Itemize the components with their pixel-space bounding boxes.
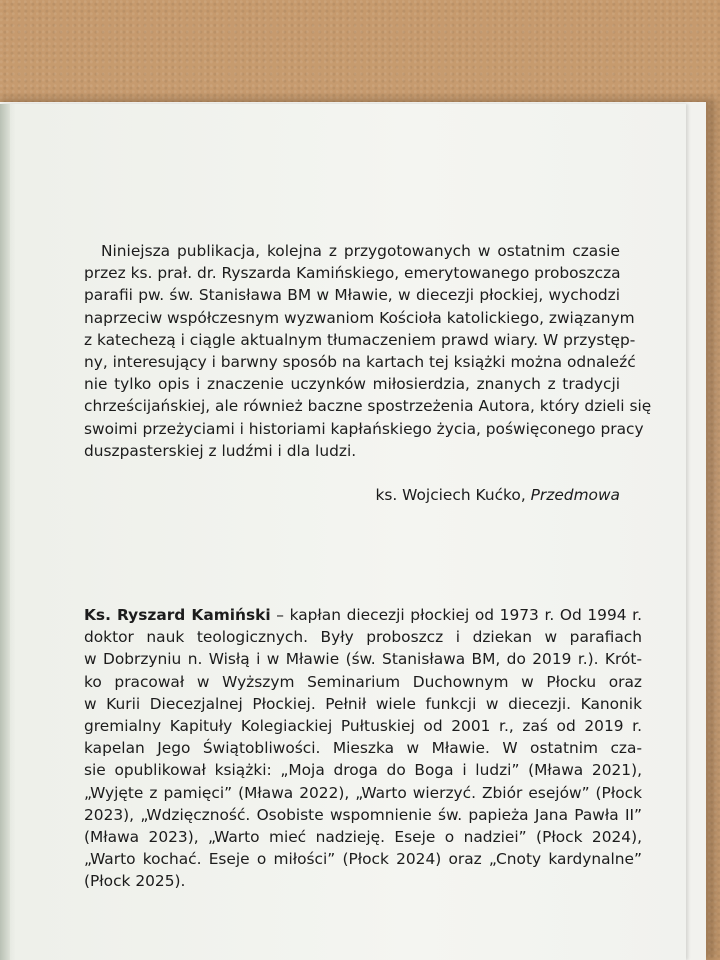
quote-line: parafii pw. św. Stanisława BM w Mławie, w diecezji płockiej, wychodzi: [84, 286, 620, 305]
attribution-author: ks. Wojciech Kućko,: [375, 486, 526, 504]
quote-line: chrześcijańskiej, ale również baczne spostrzeżenia Autora, który dzieli się: [84, 397, 652, 416]
bio-line: [84, 604, 642, 626]
quote-line: ny, interesujący i barwny sposób na kartach tej książki można odnaleźć: [84, 353, 636, 372]
attribution-source: Przedmowa: [530, 486, 620, 504]
preface-quote: [84, 240, 652, 462]
book-spine-edge: [0, 104, 10, 960]
bio-line: (Płock 2025).: [84, 872, 186, 891]
quote-line: duszpasterskiej z ludźmi i dla ludzi.: [84, 441, 357, 460]
quote-line: z katechezą i ciągle aktualnym tłumaczeniem prawd wiary. W przystęp-: [84, 330, 636, 349]
bio-line: w Kurii Diecezjalnej Płockiej. Pełnił wiele funkcji w diecezji. Kanonik: [84, 694, 642, 713]
bio-first-line-text: – kapłan diecezji płockiej od 1973 r. Od 1994 r.: [270, 606, 642, 624]
bio-line: w Dobrzyniu n. Wisłą i w Mławie (św. Stanisława BM, do 2019 r.). Krót-: [84, 650, 642, 669]
bio-line: sie opublikował książki: „Moja droga do Boga i ludzi” (Mława 2021),: [84, 761, 642, 780]
bio-line: „Warto kochać. Eseje o miłości” (Płock 2024) oraz „Cnoty kardynalne”: [84, 850, 642, 869]
bio-line: ko pracował w Wyższym Seminarium Duchownym w Płocku oraz: [84, 672, 642, 691]
quote-line: nie tylko opis i znaczenie uczynków miłosierdzia, znanych z tradycji: [84, 375, 620, 394]
bio-line: 2023), „Wdzięczność. Osobiste wspomnienie św. papieża Jana Pawła II”: [84, 805, 642, 824]
bio-line: „Wyjęte z pamięci” (Mława 2022), „Warto wierzyć. Zbiór esejów” (Płock: [84, 783, 642, 802]
bio-line: (Mława 2023), „Warto mieć nadzieję. Eseje o nadziei” (Płock 2024),: [84, 828, 642, 847]
quote-line: przez ks. prał. dr. Ryszarda Kamińskiego, emerytowanego proboszcza: [84, 264, 621, 283]
bio-line: gremialny Kapituły Kolegiackiej Pułtuskiej od 2001 r., zaś od 2019 r.: [84, 717, 642, 736]
author-name: Ks. Ryszard Kamiński: [84, 606, 271, 624]
quote-line: swoimi przeżyciami i historiami kapłańskiego życia, poświęconego pracy: [84, 419, 644, 438]
quote-attribution: [340, 486, 620, 504]
bio-line: kapelan Jego Świątobliwości. Mieszka w Mławie. W ostatnim cza-: [84, 739, 642, 758]
author-biography: [84, 604, 642, 893]
quote-line: naprzeciw współczesnym wyzwaniom Kościoła katolickiego, związanym: [84, 308, 635, 327]
quote-line: Niniejsza publikacja, kolejna z przygotowanych w ostatnim czasie: [101, 242, 620, 260]
bio-line: doktor nauk teologicznych. Były proboszcz i dziekan w parafiach: [84, 628, 642, 647]
